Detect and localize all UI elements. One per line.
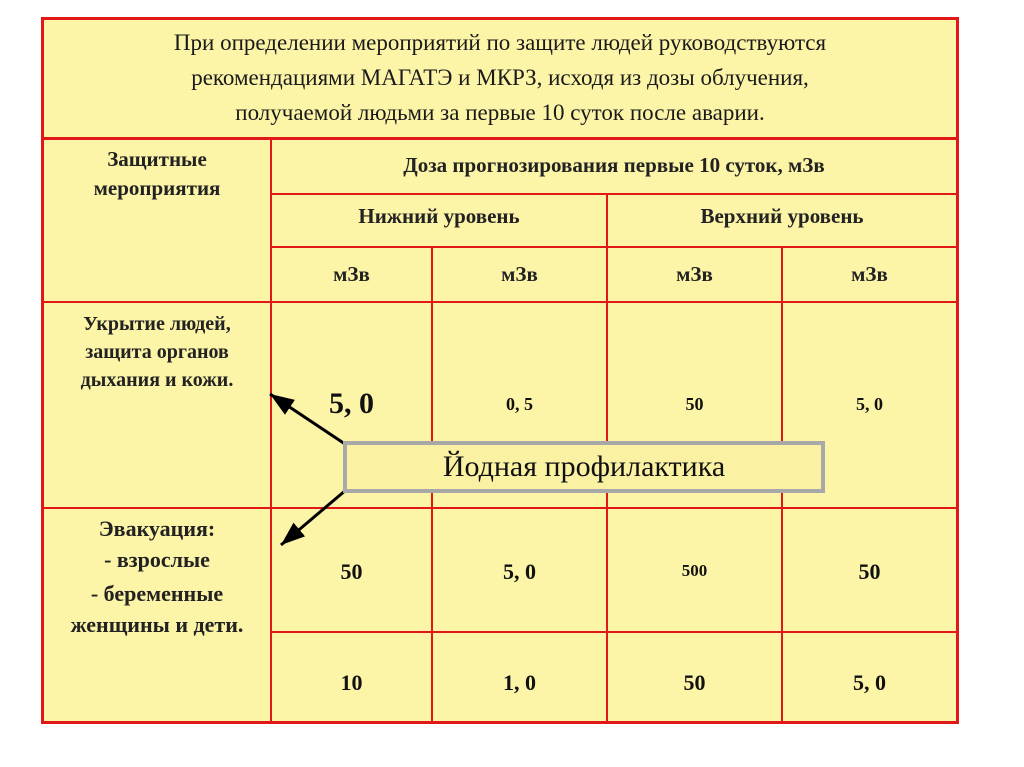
unit-header-2: мЗв bbox=[501, 262, 538, 286]
iodine-prophylaxis-text: Йодная профилактика bbox=[442, 450, 726, 483]
row3-value-2: 1, 0 bbox=[503, 670, 536, 695]
row1-label-line-2: защита органов bbox=[85, 341, 229, 363]
dose-header: Доза прогнозирования первые 10 суток, мЗв bbox=[403, 153, 825, 177]
row1-label-line-3: дыхания и кожи. bbox=[80, 369, 234, 391]
measures-header-line-2: мероприятия bbox=[93, 176, 221, 200]
intro-line-1: При определении мероприятий по защите людей руководствуются bbox=[173, 30, 827, 55]
row1-value-2: 0, 5 bbox=[506, 394, 533, 414]
upper-level-header: Верхний уровень bbox=[700, 204, 864, 228]
row2-label-line-2: - взрослые bbox=[104, 547, 210, 572]
row3-value-1: 10 bbox=[340, 670, 363, 695]
row2-label-line-3: - беременные bbox=[90, 581, 224, 606]
row3-value-3: 50 bbox=[683, 670, 706, 695]
row1-label-line-1: Укрытие людей, bbox=[83, 313, 231, 335]
row2-label-line-1: Эвакуация: bbox=[98, 516, 216, 541]
intro-line-2: рекомендациями МАГАТЭ и МКРЗ, исходя из дозы облучения, bbox=[191, 65, 809, 90]
unit-header-4: мЗв bbox=[851, 262, 888, 286]
row1-value-4: 5, 0 bbox=[856, 394, 883, 414]
row2-value-2: 5, 0 bbox=[503, 559, 536, 584]
unit-header-1: мЗв bbox=[333, 262, 370, 286]
unit-header-3: мЗв bbox=[676, 262, 713, 286]
measures-header-line-1: Защитные bbox=[107, 147, 207, 171]
row1-value-3: 50 bbox=[685, 394, 704, 414]
row1-value-1: 5, 0 bbox=[329, 387, 374, 420]
row3-value-4: 5, 0 bbox=[853, 670, 886, 695]
row2-value-1: 50 bbox=[340, 559, 363, 584]
row2-value-3: 500 bbox=[681, 561, 708, 580]
arrow-to-shelter bbox=[270, 394, 345, 444]
iodine-prophylaxis-callout bbox=[343, 441, 825, 493]
intro-line-3: получаемой людьми за первые 10 суток после аварии. bbox=[235, 100, 765, 125]
arrow-to-evacuation bbox=[281, 490, 346, 545]
row2-value-4: 50 bbox=[858, 559, 881, 584]
lower-level-header: Нижний уровень bbox=[358, 204, 520, 228]
row2-label-line-4: женщины и дети. bbox=[70, 612, 244, 637]
